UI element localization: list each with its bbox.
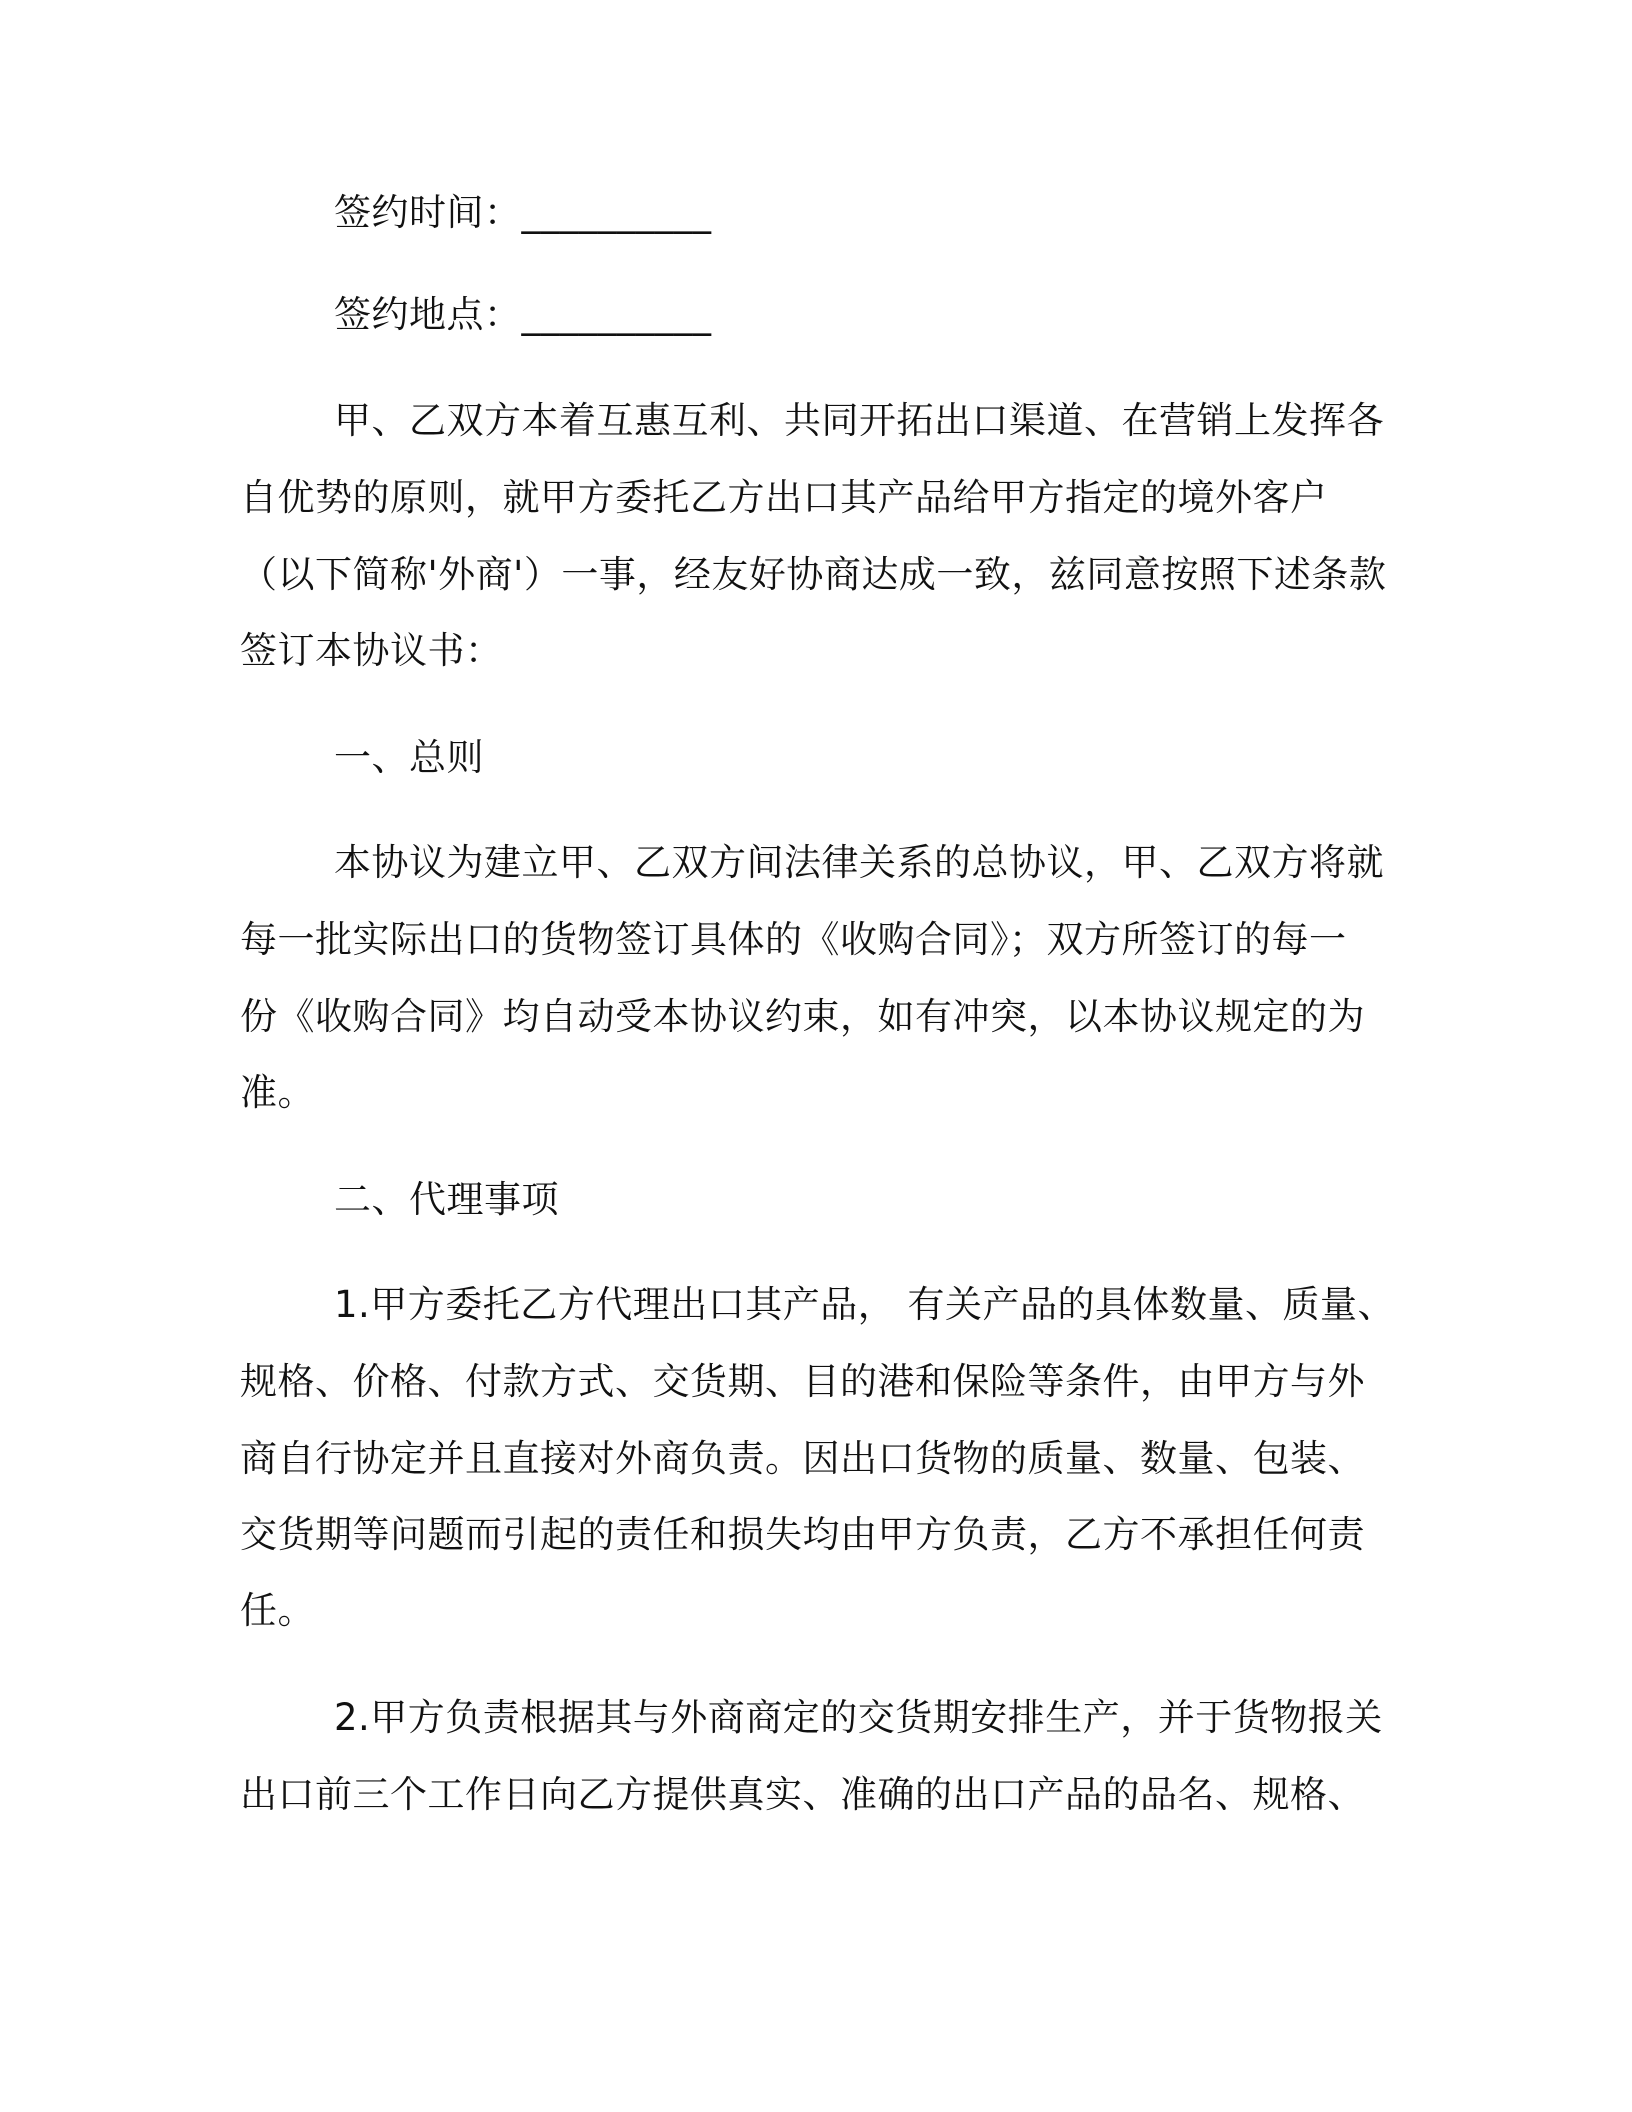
sign-time-line: 签约时间：__________ [334,191,712,234]
section-1-title: 一、总则 [334,736,484,779]
section-2-item-1-line: 商自行协定并且直接对外商负责。因出口货物的质量、数量、包装、 [240,1437,1365,1480]
section-2-item-2-line: 出口前三个工作日向乙方提供真实、准确的出口产品的品名、规格、 [240,1773,1365,1816]
preamble-line: 自优势的原则，就甲方委托乙方出口其产品给甲方指定的境外客户 [240,476,1328,519]
preamble-line: 甲、乙双方本着互惠互利、共同开拓出口渠道、在营销上发挥各 [334,399,1384,442]
preamble-line: （以下简称'外商'）一事，经友好协商达成一致，兹同意按照下述条款 [240,553,1387,596]
section-2-item-1-line: 交货期等问题而引起的责任和损失均由甲方负责，乙方不承担任何责 [240,1513,1365,1556]
section-1-body-line: 份《收购合同》均自动受本协议约束，如有冲突，以本协议规定的为 [240,995,1365,1038]
section-2-item-1-line: 规格、价格、付款方式、交货期、目的港和保险等条件，由甲方与外 [240,1360,1365,1403]
section-2-item-1-line: 1.甲方委托乙方代理出口其产品， 有关产品的具体数量、质量、 [334,1283,1396,1326]
sign-place-line: 签约地点：__________ [334,293,712,336]
preamble-line: 签订本协议书： [240,629,503,672]
section-1-body-line: 准。 [240,1071,315,1114]
section-2-item-1-line: 任。 [240,1589,315,1632]
section-2-title: 二、代理事项 [334,1178,559,1221]
section-2-item-2-line: 2.甲方负责根据其与外商商定的交货期安排生产，并于货物报关 [334,1696,1383,1739]
section-1-body-line: 每一批实际出口的货物签订具体的《收购合同》；双方所签订的每一 [240,918,1347,961]
section-1-body-line: 本协议为建立甲、乙双方间法律关系的总协议，甲、乙双方将就 [334,841,1384,884]
